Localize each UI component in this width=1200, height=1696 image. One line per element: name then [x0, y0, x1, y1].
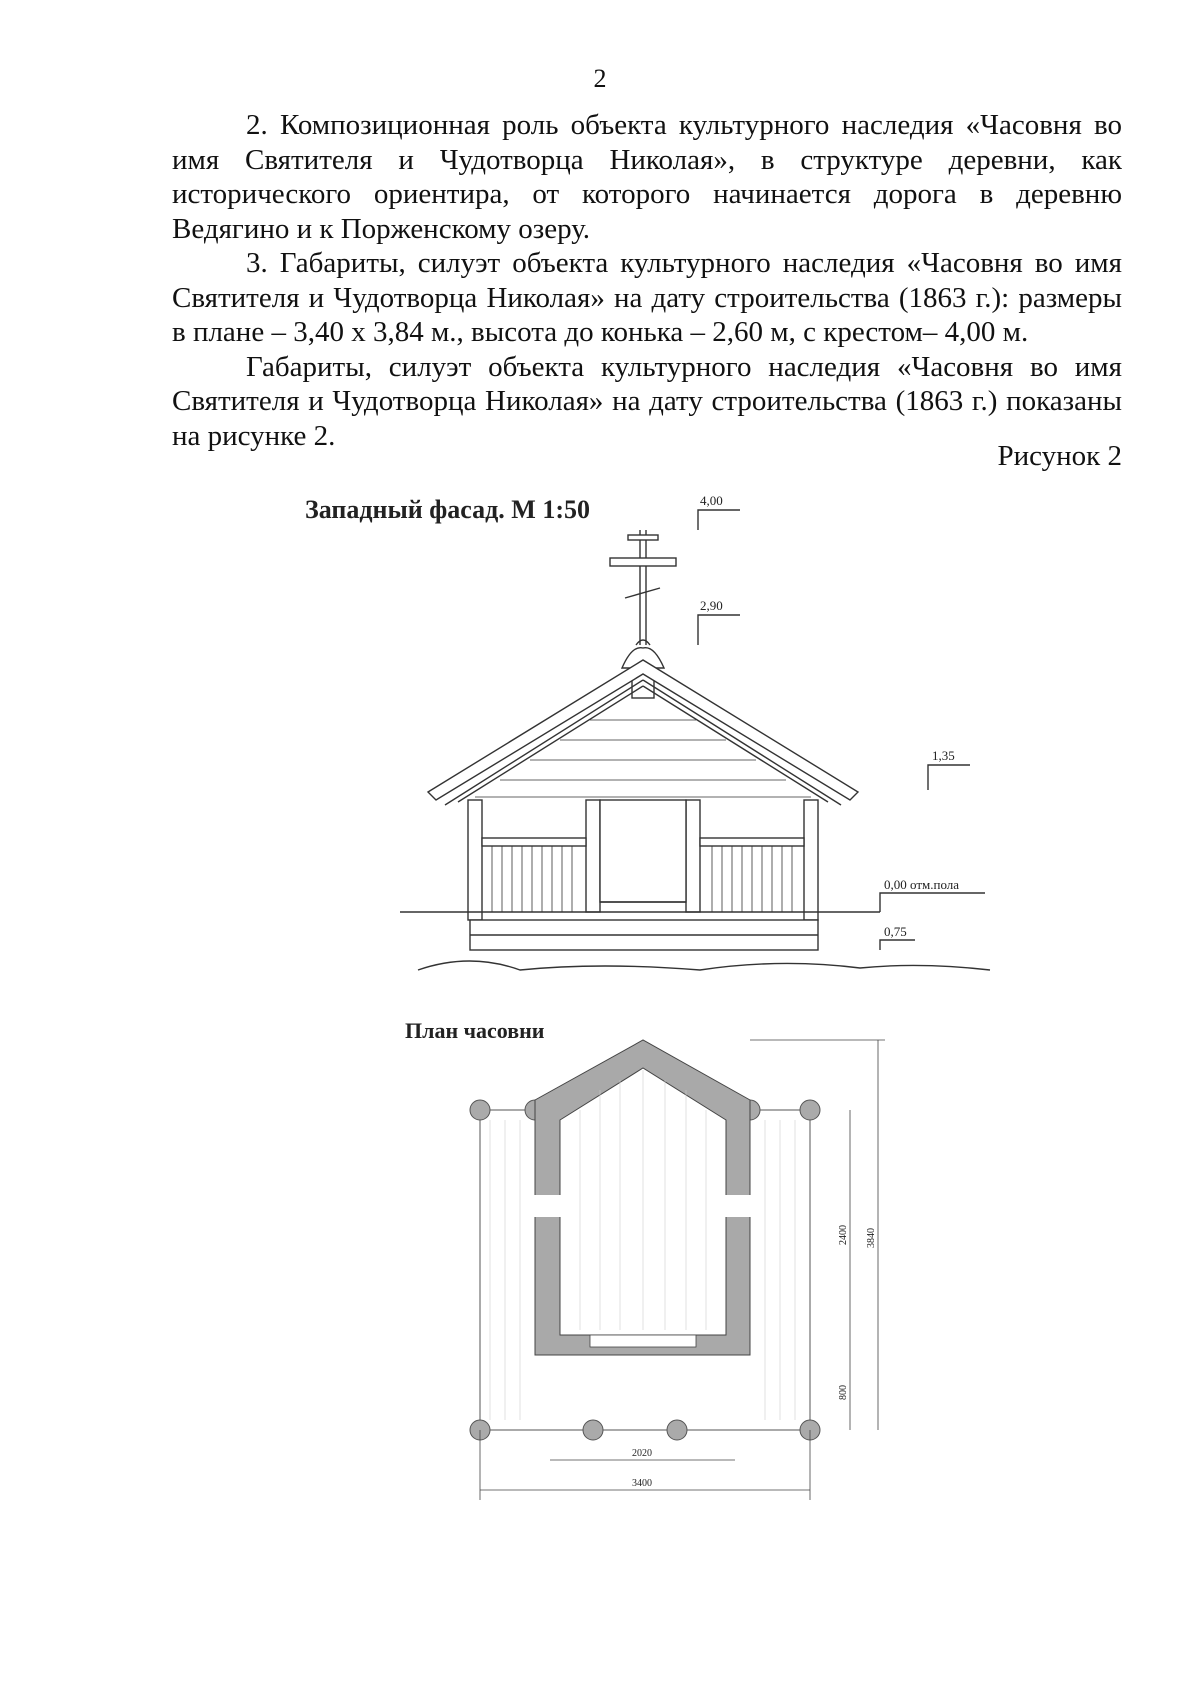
plan-dimension: 2400: [838, 1225, 849, 1245]
page-number: 2: [593, 64, 607, 93]
level-label: 1,35: [932, 748, 955, 763]
paragraph-2: 2. Композиционная роль объекта культурного наследия «Часовня во имя Святителя и Чудотворца Николая», в структуре деревни, как исторического ориентира, от которого начинается дорога в деревню Ведягино и к Порженскому озеру.: [172, 109, 1122, 245]
plan-drawing: [470, 1040, 885, 1500]
plan-dimension: 3400: [632, 1478, 652, 1489]
cross-icon: [610, 530, 676, 645]
plan-dimension: 800: [838, 1385, 849, 1400]
figure-label: Рисунок 2: [997, 440, 1122, 472]
level-label: 4,00: [700, 493, 723, 508]
plan-title: План часовни: [405, 1018, 545, 1043]
facade-title: Западный фасад. М 1:50: [305, 495, 590, 524]
plan-dimension: 3840: [866, 1228, 877, 1248]
plan-dimension: 2020: [632, 1448, 652, 1459]
level-label: 0,75: [884, 924, 907, 939]
paragraph-figure-ref: Габариты, силуэт объекта культурного наследия «Часовня во имя Святителя и Чудотворца Николая» на дату строительства (1863 г.) показаны на рисунке 2.: [172, 350, 1122, 452]
level-label: 0,00 отм.пола: [884, 877, 960, 892]
paragraph-3: 3. Габариты, силуэт объекта культурного наследия «Часовня во имя Святителя и Чудотворца Николая» на дату строительства (1863 г.): размеры в плане – 3,40 х 3,84 м., высота до конька – 2,60 м, с крестом– 4,00 м.: [172, 247, 1122, 348]
level-label: 2,90: [700, 598, 723, 613]
